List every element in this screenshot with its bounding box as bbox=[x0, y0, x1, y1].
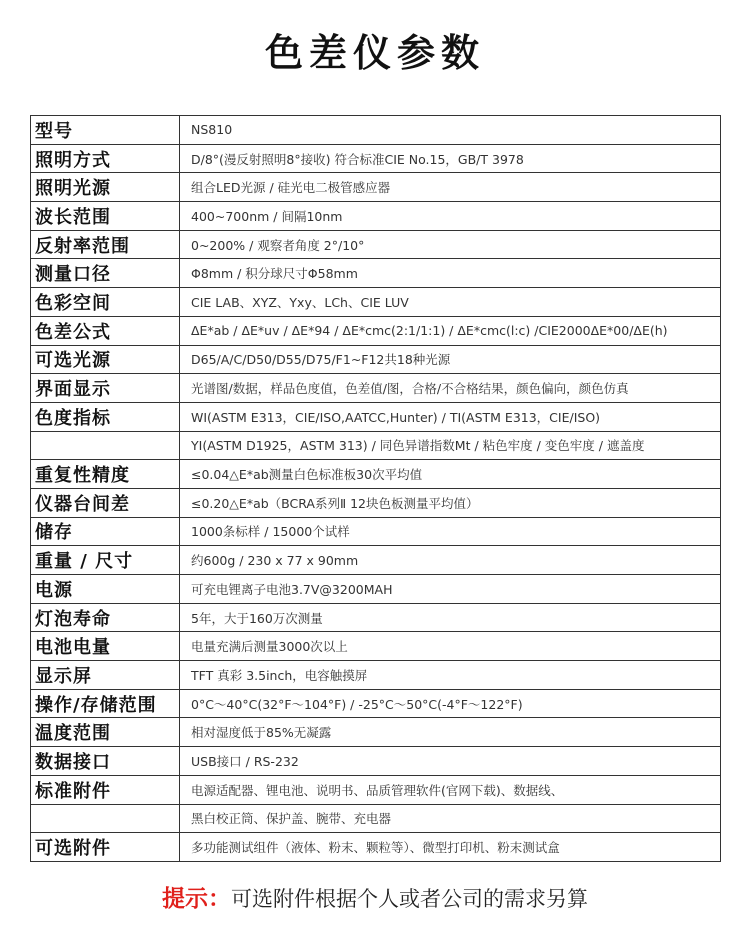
table-row bbox=[31, 316, 721, 345]
row-value: Φ8mm / 积分球尺寸Φ58mm bbox=[180, 259, 721, 288]
table-row bbox=[31, 288, 721, 317]
spec-table bbox=[30, 115, 721, 862]
row-value: 0°C～40°C(32°F～104°F) / -25°C～50°C(-4°F～122°F) bbox=[180, 689, 721, 718]
row-value: TFT 真彩 3.5inch，电容触摸屏 bbox=[180, 661, 721, 690]
row-value: ≤0.04△E*ab测量白色标准板30次平均值 bbox=[180, 460, 721, 489]
row-label: 照明方式 bbox=[31, 144, 180, 173]
table-row bbox=[31, 345, 721, 374]
table-row bbox=[31, 718, 721, 747]
row-value: 电源适配器、锂电池、说明书、品质管理软件(官网下载)、数据线、 bbox=[180, 775, 721, 804]
row-value: USB接口 / RS-232 bbox=[180, 747, 721, 776]
row-label: 温度范围 bbox=[31, 718, 180, 747]
row-label bbox=[31, 431, 180, 460]
table-row bbox=[31, 431, 721, 460]
row-value: ΔE*ab / ΔE*uv / ΔE*94 / ΔE*cmc(2:1/1:1) / ΔE*cmc(l:c) /CIE2000ΔE*00/ΔE(h) bbox=[180, 316, 721, 345]
row-label: 色彩空间 bbox=[31, 288, 180, 317]
table-row bbox=[31, 173, 721, 202]
table-row bbox=[31, 775, 721, 804]
table-row bbox=[31, 259, 721, 288]
row-value: ≤0.20△E*ab（BCRA系列Ⅱ 12块色板测量平均值） bbox=[180, 488, 721, 517]
row-value: CIE LAB、XYZ、Yxy、LCh、CIE LUV bbox=[180, 288, 721, 317]
row-value: 0~200% / 观察者角度 2°/10° bbox=[180, 230, 721, 259]
row-value: YI(ASTM D1925，ASTM 313) / 同色异谱指数Mt / 粘色牢度 / 变色牢度 / 遮盖度 bbox=[180, 431, 721, 460]
row-label: 数据接口 bbox=[31, 747, 180, 776]
table-row bbox=[31, 144, 721, 173]
row-label: 操作/存储范围 bbox=[31, 689, 180, 718]
row-value: 1000条标样 / 15000个试样 bbox=[180, 517, 721, 546]
row-label: 储存 bbox=[31, 517, 180, 546]
row-value: 约600g / 230 x 77 x 90mm bbox=[180, 546, 721, 575]
row-value: 可充电锂离子电池3.7V@3200MAH bbox=[180, 575, 721, 604]
row-value: 电量充满后测量3000次以上 bbox=[180, 632, 721, 661]
row-label: 反射率范围 bbox=[31, 230, 180, 259]
table-row bbox=[31, 747, 721, 776]
table-row bbox=[31, 202, 721, 231]
row-label: 显示屏 bbox=[31, 661, 180, 690]
note-label: 提示： bbox=[162, 886, 231, 912]
row-label: 电源 bbox=[31, 575, 180, 604]
row-label: 重复性精度 bbox=[31, 460, 180, 489]
row-value: D65/A/C/D50/D55/D75/F1~F12共18种光源 bbox=[180, 345, 721, 374]
table-row bbox=[31, 661, 721, 690]
table-row bbox=[31, 402, 721, 431]
row-label: 灯泡寿命 bbox=[31, 603, 180, 632]
table-row bbox=[31, 575, 721, 604]
row-value: 相对湿度低于85%无凝露 bbox=[180, 718, 721, 747]
page-title: 色差仪参数 bbox=[264, 31, 485, 75]
table-row bbox=[31, 230, 721, 259]
table-row bbox=[31, 460, 721, 489]
table-row bbox=[31, 546, 721, 575]
table-row bbox=[31, 689, 721, 718]
row-value: NS810 bbox=[180, 116, 721, 145]
row-value: D/8°(漫反射照明8°接收) 符合标准CIE No.15，GB/T 3978 bbox=[180, 144, 721, 173]
row-label: 电池电量 bbox=[31, 632, 180, 661]
row-label: 重量 / 尺寸 bbox=[31, 546, 180, 575]
table-row bbox=[31, 116, 721, 145]
table-row bbox=[31, 517, 721, 546]
footer-note bbox=[0, 880, 750, 913]
row-label: 色差公式 bbox=[31, 316, 180, 345]
row-label: 可选附件 bbox=[31, 833, 180, 862]
table-row bbox=[31, 374, 721, 403]
row-value: 多功能测试组件（液体、粉末、颗粒等）、微型打印机、粉末测试盒 bbox=[180, 833, 721, 862]
row-label: 型号 bbox=[31, 116, 180, 145]
row-value: 400~700nm / 间隔10nm bbox=[180, 202, 721, 231]
row-value: 组合LED光源 / 硅光电二极管感应器 bbox=[180, 173, 721, 202]
row-label: 测量口径 bbox=[31, 259, 180, 288]
table-row bbox=[31, 603, 721, 632]
row-label: 色度指标 bbox=[31, 402, 180, 431]
row-label: 标准附件 bbox=[31, 775, 180, 804]
row-value: 光谱图/数据，样品色度值，色差值/图，合格/不合格结果，颜色偏向，颜色仿真 bbox=[180, 374, 721, 403]
table-row bbox=[31, 833, 721, 862]
row-label: 照明光源 bbox=[31, 173, 180, 202]
row-label bbox=[31, 804, 180, 833]
table-row bbox=[31, 804, 721, 833]
row-label: 可选光源 bbox=[31, 345, 180, 374]
row-label: 界面显示 bbox=[31, 374, 180, 403]
row-label: 波长范围 bbox=[31, 202, 180, 231]
row-value: 5年，大于160万次测量 bbox=[180, 603, 721, 632]
row-value: 黑白校正筒、保护盖、腕带、充电器 bbox=[180, 804, 721, 833]
table-row bbox=[31, 488, 721, 517]
row-value: WI(ASTM E313，CIE/ISO,AATCC,Hunter) / TI(ASTM E313，CIE/ISO) bbox=[180, 402, 721, 431]
table-row bbox=[31, 632, 721, 661]
note-text: 可选附件根据个人或者公司的需求另算 bbox=[231, 887, 588, 911]
row-label: 仪器台间差 bbox=[31, 488, 180, 517]
